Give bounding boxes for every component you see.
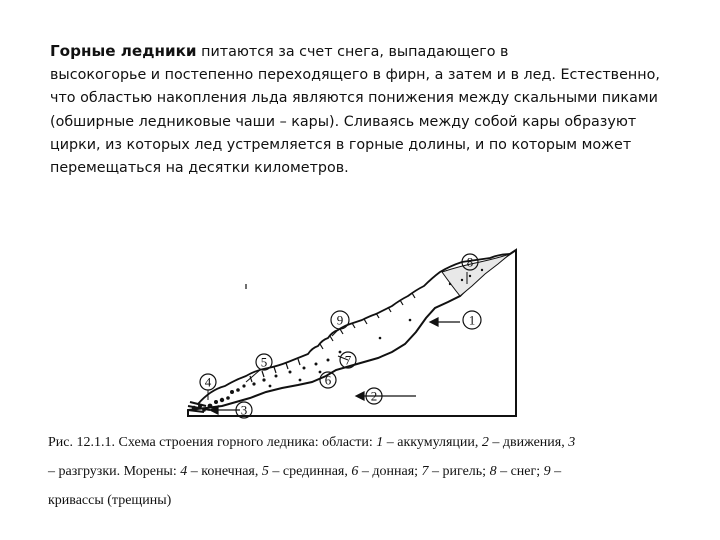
caption-text: – аккумуляции,	[383, 435, 482, 450]
caption-num: 5	[261, 464, 269, 479]
marker-3: 3	[240, 402, 248, 418]
figure-caption	[48, 428, 658, 515]
caption-text: –	[550, 464, 562, 479]
paragraph-line-2: высокогорье и постепенно переходящего в фирн, а затем и в лед. Естественно,	[50, 67, 660, 84]
marker-9: 9	[336, 312, 344, 328]
caption-num: 1	[376, 435, 384, 450]
caption-num: 8	[489, 464, 497, 479]
marker-7: 7	[344, 352, 352, 368]
paragraph-bold-lead: Горные ледники	[50, 42, 197, 60]
glacier-diagram-svg	[180, 240, 540, 420]
caption-line-2	[48, 457, 658, 486]
caption-num: 6	[351, 464, 359, 479]
marker-6: 6	[324, 372, 332, 388]
marker-5: 5	[260, 354, 268, 370]
paragraph-line-1: питаются за счет снега, выпадающего в	[196, 44, 509, 60]
paragraph-line-6: перемещаться на десятки километров.	[50, 160, 349, 177]
caption-num: 2	[481, 435, 489, 450]
paragraph-line-3: что областью накопления льда являются понижения между скальными пиками	[50, 90, 658, 107]
marker-group	[200, 254, 481, 418]
marker-2: 2	[370, 388, 378, 404]
paragraph-line-5: цирки, из которых лед устремляется в горные долины, и по которым может	[50, 136, 632, 153]
caption-text: – снег;	[496, 464, 544, 479]
caption-text: – срединная,	[268, 464, 352, 479]
caption-text: – ригель;	[428, 464, 490, 479]
caption-num: 3	[568, 435, 576, 450]
caption-line-3: кривассы (трещины)	[48, 493, 172, 508]
caption-text: – разгрузки. Морены:	[48, 464, 181, 479]
marker-1: 1	[468, 312, 476, 328]
moraine-dots	[192, 269, 483, 412]
caption-num: 7	[421, 464, 429, 479]
caption-num: 4	[180, 464, 188, 479]
marker-8: 8	[466, 254, 474, 270]
paragraph-line-4: (обширные ледниковые чаши – кары). Сливаясь между собой кары образуют	[50, 113, 637, 130]
marker-4: 4	[204, 374, 212, 390]
caption-num: 9	[543, 464, 551, 479]
glacier-diagram	[180, 240, 540, 420]
caption-text: Рис. 12.1.1. Схема строения горного ледника: области:	[48, 435, 377, 450]
caption-text: – донная;	[358, 464, 422, 479]
caption-line-1	[48, 428, 658, 457]
caption-text: – движения,	[488, 435, 569, 450]
intro-paragraph	[50, 40, 670, 180]
caption-text: – конечная,	[187, 464, 262, 479]
